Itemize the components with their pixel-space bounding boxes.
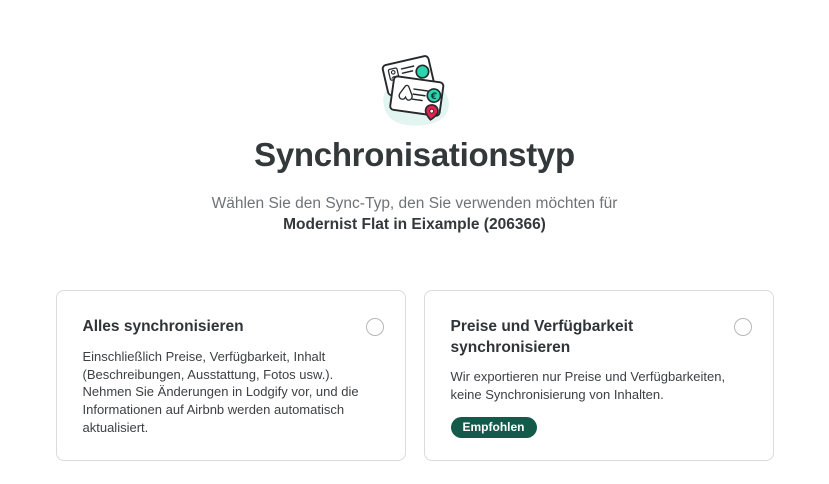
svg-text:€: € xyxy=(429,91,437,103)
sync-options-row xyxy=(0,290,829,460)
option-card-prices-availability[interactable] xyxy=(424,290,774,460)
listing-cards-illustration-icon xyxy=(0,46,829,130)
page-title: Synchronisationstyp xyxy=(254,136,575,173)
option-description: Wir exportieren nur Preise und Verfügbarkeiten, keine Synchronisierung von Inhalten. xyxy=(450,368,726,402)
recommended-badge: Empfohlen xyxy=(451,417,537,438)
card-head xyxy=(451,317,752,357)
page-subtitle: Wählen Sie den Sync-Typ, den Sie verwenden möchten für xyxy=(211,195,618,212)
option-title: Alles synchronisieren xyxy=(82,318,244,336)
hero-section xyxy=(0,0,829,234)
option-card-sync-everything[interactable] xyxy=(56,290,406,460)
listing-cards-illustration-svg xyxy=(371,46,459,130)
radio-button-prices-availability[interactable] xyxy=(734,318,752,336)
property-name: Modernist Flat in Eixample (206366) xyxy=(283,216,546,234)
option-description: Einschließlich Preise, Verfügbarkeit, Inhalt (Beschreibungen, Ausstattung, Fotos usw.). Nehmen Sie Änderungen in Lodgify vor, und die Informationen auf Airbnb werden automatisch aktualisiert. xyxy=(82,348,359,436)
option-title: Preise und Verfügbarkeit synchronisieren xyxy=(450,318,634,356)
card-head xyxy=(83,317,384,337)
radio-button-sync-everything[interactable] xyxy=(366,318,384,336)
